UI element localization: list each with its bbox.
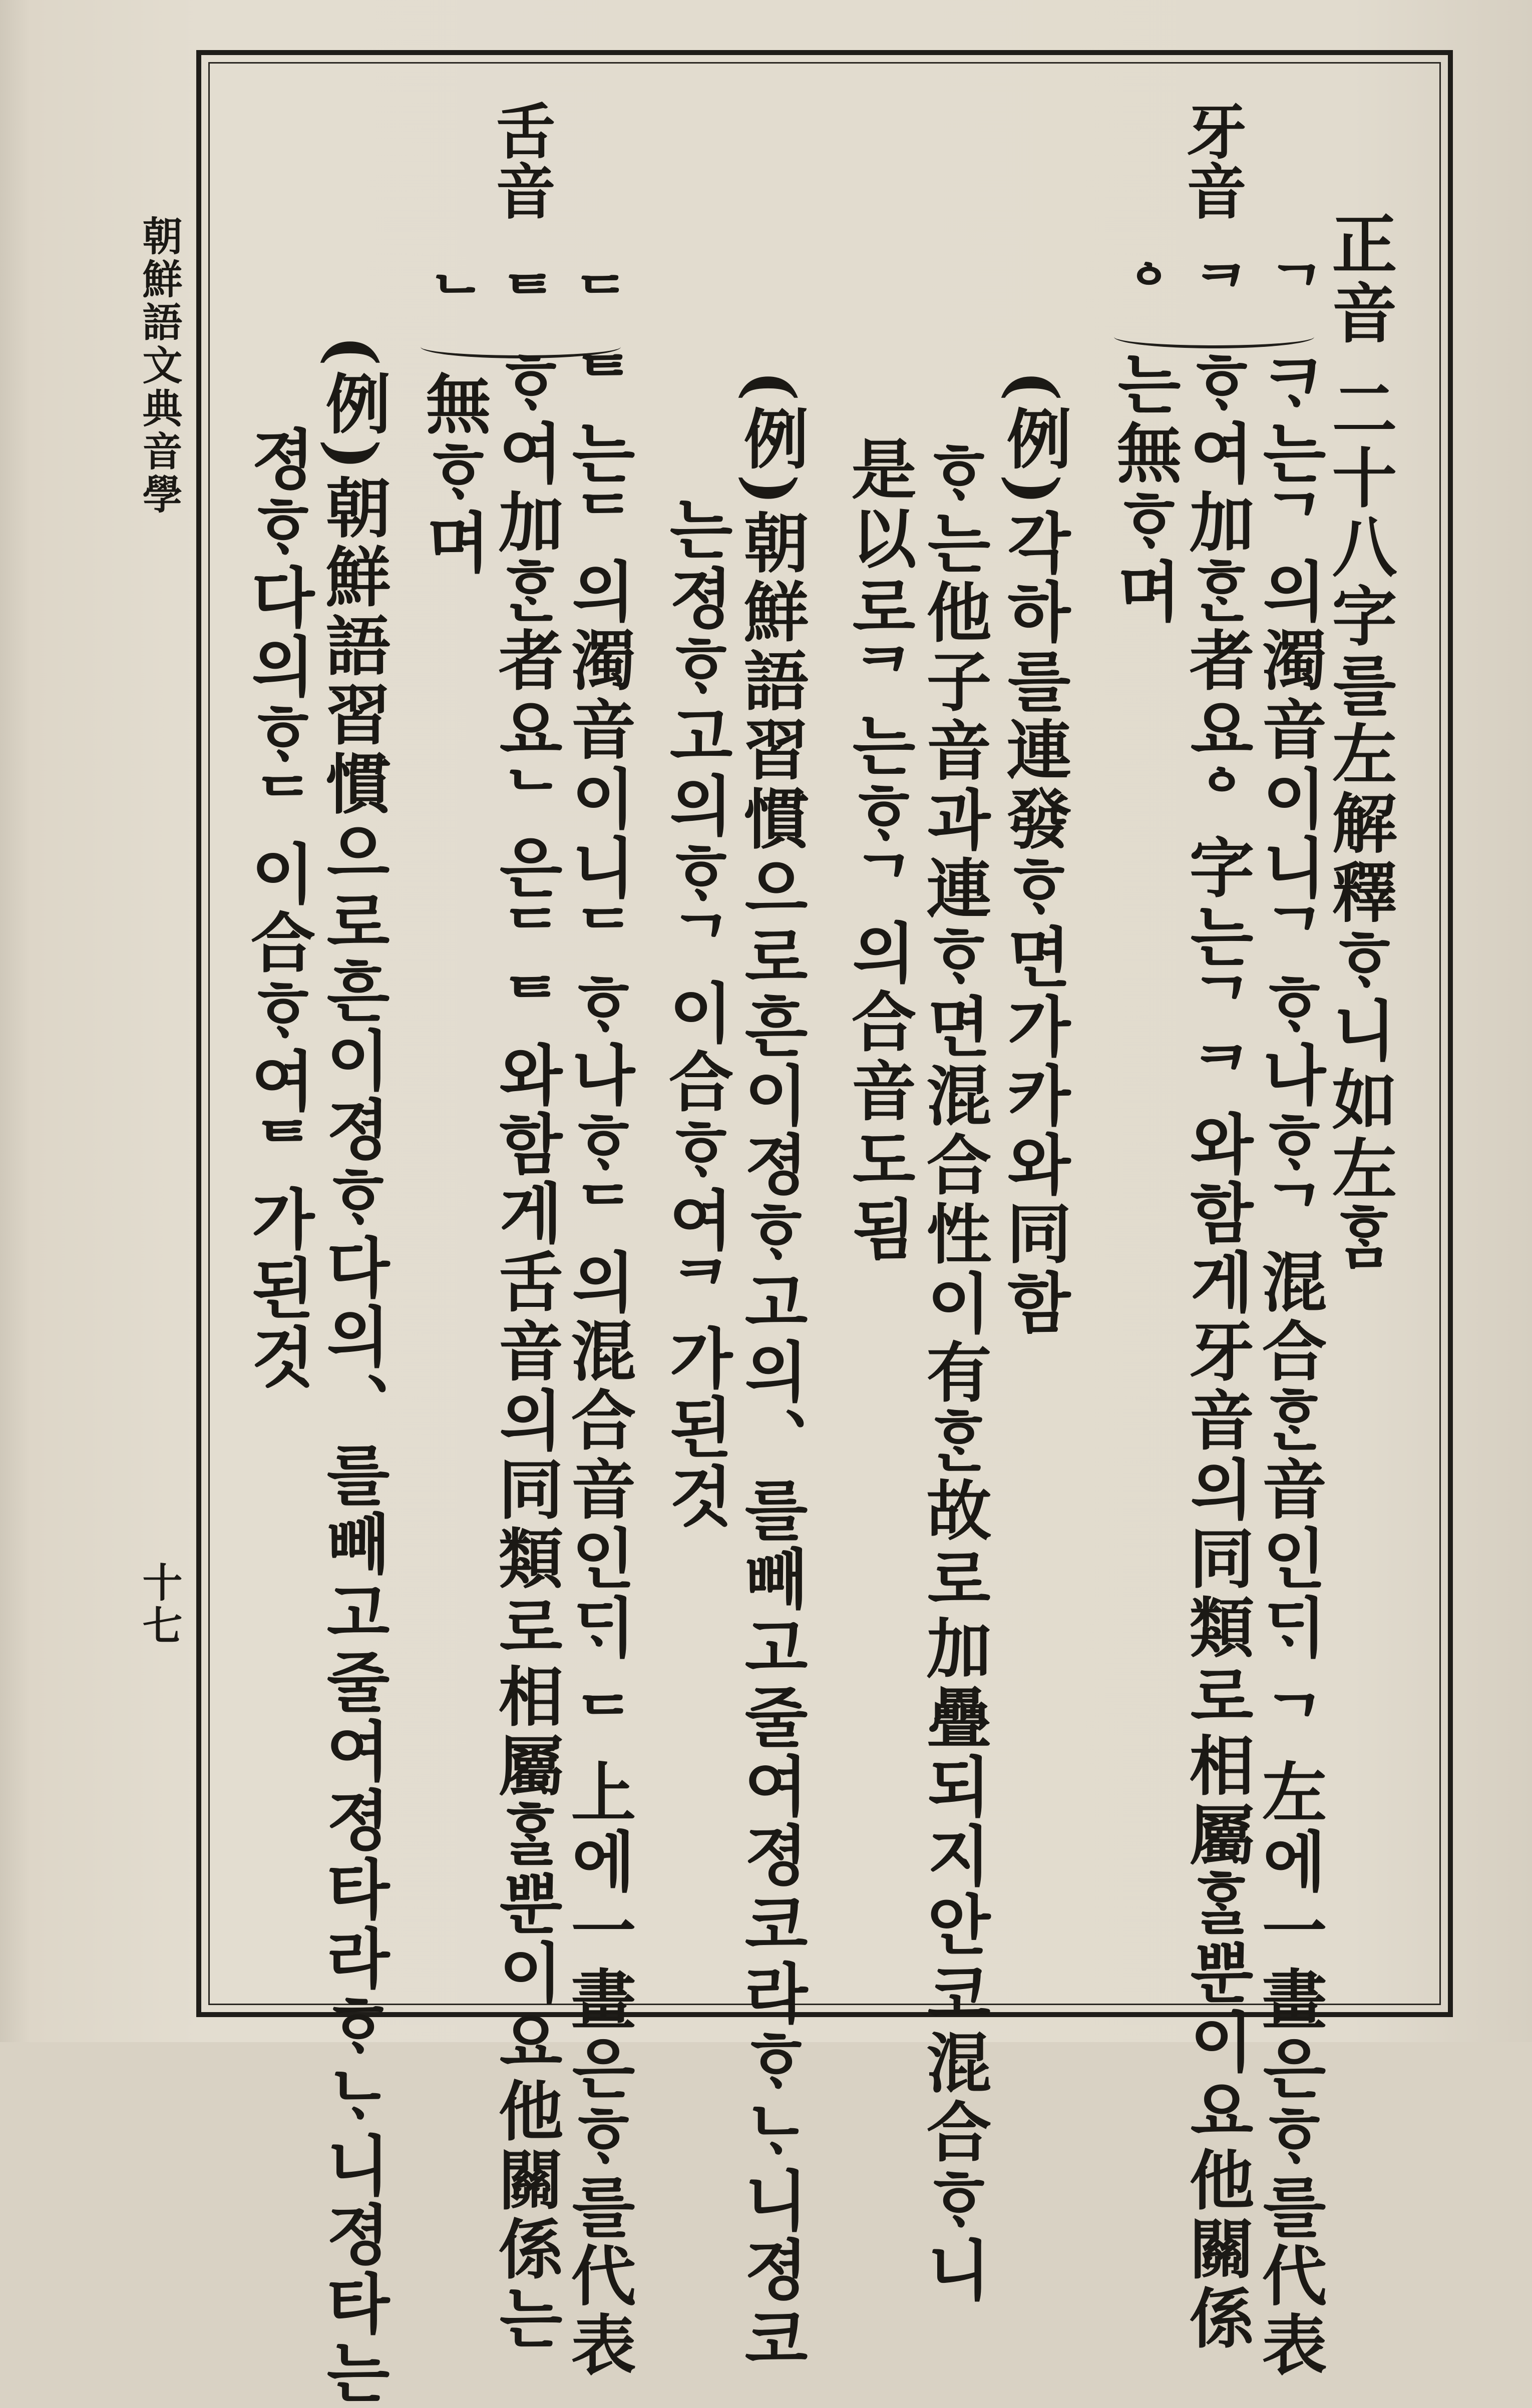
text-column: ᄐ는ᄃ의濁音이니ᄃᄒᆞ나ᄒᆞᄃ의混合音인ᄃᆡ ᄃ上에一畫은ᄒᆞ를代表 bbox=[560, 350, 637, 2380]
section-letter: ᄏ bbox=[1182, 260, 1252, 320]
section-label-lingual: 舌音 bbox=[486, 100, 556, 220]
section-letter: ᄃ bbox=[561, 270, 631, 330]
section-letter: ᄂ bbox=[416, 270, 486, 330]
running-header: 朝鮮語文典音學 bbox=[136, 215, 183, 517]
section-letter: ᄀ bbox=[1257, 260, 1327, 320]
text-column: 無ᄒᆞ며 bbox=[415, 370, 492, 578]
text-column: 正音 二十八字를左解釋ᄒᆞ니如左ᄒᆞᆷ bbox=[1321, 210, 1398, 1273]
text-column: 는無ᄒᆞ며 bbox=[1106, 350, 1183, 627]
text-column: ᄒᆞ는他子音과連ᄒᆞ면混合性이有ᄒᆞᆫ故로加疊되지안코混合ᄒᆞ니 bbox=[916, 440, 992, 2305]
section-brace bbox=[1114, 325, 1314, 348]
section-letter: ᄐ bbox=[488, 270, 559, 330]
text-column: ᄒᆞ여加ᄒᆞᆫ者요ᄂ은ᄃᄐ와함게舌音의同類로相屬ᄒᆞᆯ뿐이요他關係는 bbox=[488, 350, 564, 2353]
text-column: 는졍ᄒᆞ고의ᄒᆞᄀ이合ᄒᆞ여ᄏ가된것 bbox=[658, 496, 734, 1532]
text-column: (例)朝鮮語習慣으로흔이졍ᄒᆞ고의、를빼고줄여졍코라ᄒᆞᄂᆞ니졍코 bbox=[733, 370, 810, 2374]
page-number: 十七 bbox=[136, 1562, 183, 1648]
text-column: (例)각하를連發ᄒᆞ면가카와同함 bbox=[996, 370, 1072, 1338]
text-column: ᄒᆞ여加ᄒᆞᆫ者요ᅌ字는ᄀᄏ와함게牙音의同類로相屬ᄒᆞᆯ뿐이요他關係 bbox=[1179, 350, 1255, 2353]
section-letter: ᅌ bbox=[1109, 260, 1180, 320]
section-label-velar: 牙音 bbox=[1177, 100, 1247, 220]
text-column: 졍ᄒᆞ다의ᄒᆞᄃ이合ᄒᆞ여ᄐ가된것 bbox=[240, 425, 316, 1392]
text-column: ᄏᆞ는ᄀ의濁音이니ᄀᄒᆞ나ᄒᆞᄀ混合ᄒᆞᆫ音인ᄃᆡ ᄀ左에一畫은ᄒᆞ를代表 bbox=[1251, 350, 1328, 2380]
text-column: 是以로ᄏ는ᄒᆞᄀ의合音도됨 bbox=[841, 435, 917, 1264]
text-column: (例)朝鮮語習慣으로흔이졍ᄒᆞ다의、를빼고줄여졍타라ᄒᆞᄂᆞ니졍타는 bbox=[315, 335, 392, 2408]
